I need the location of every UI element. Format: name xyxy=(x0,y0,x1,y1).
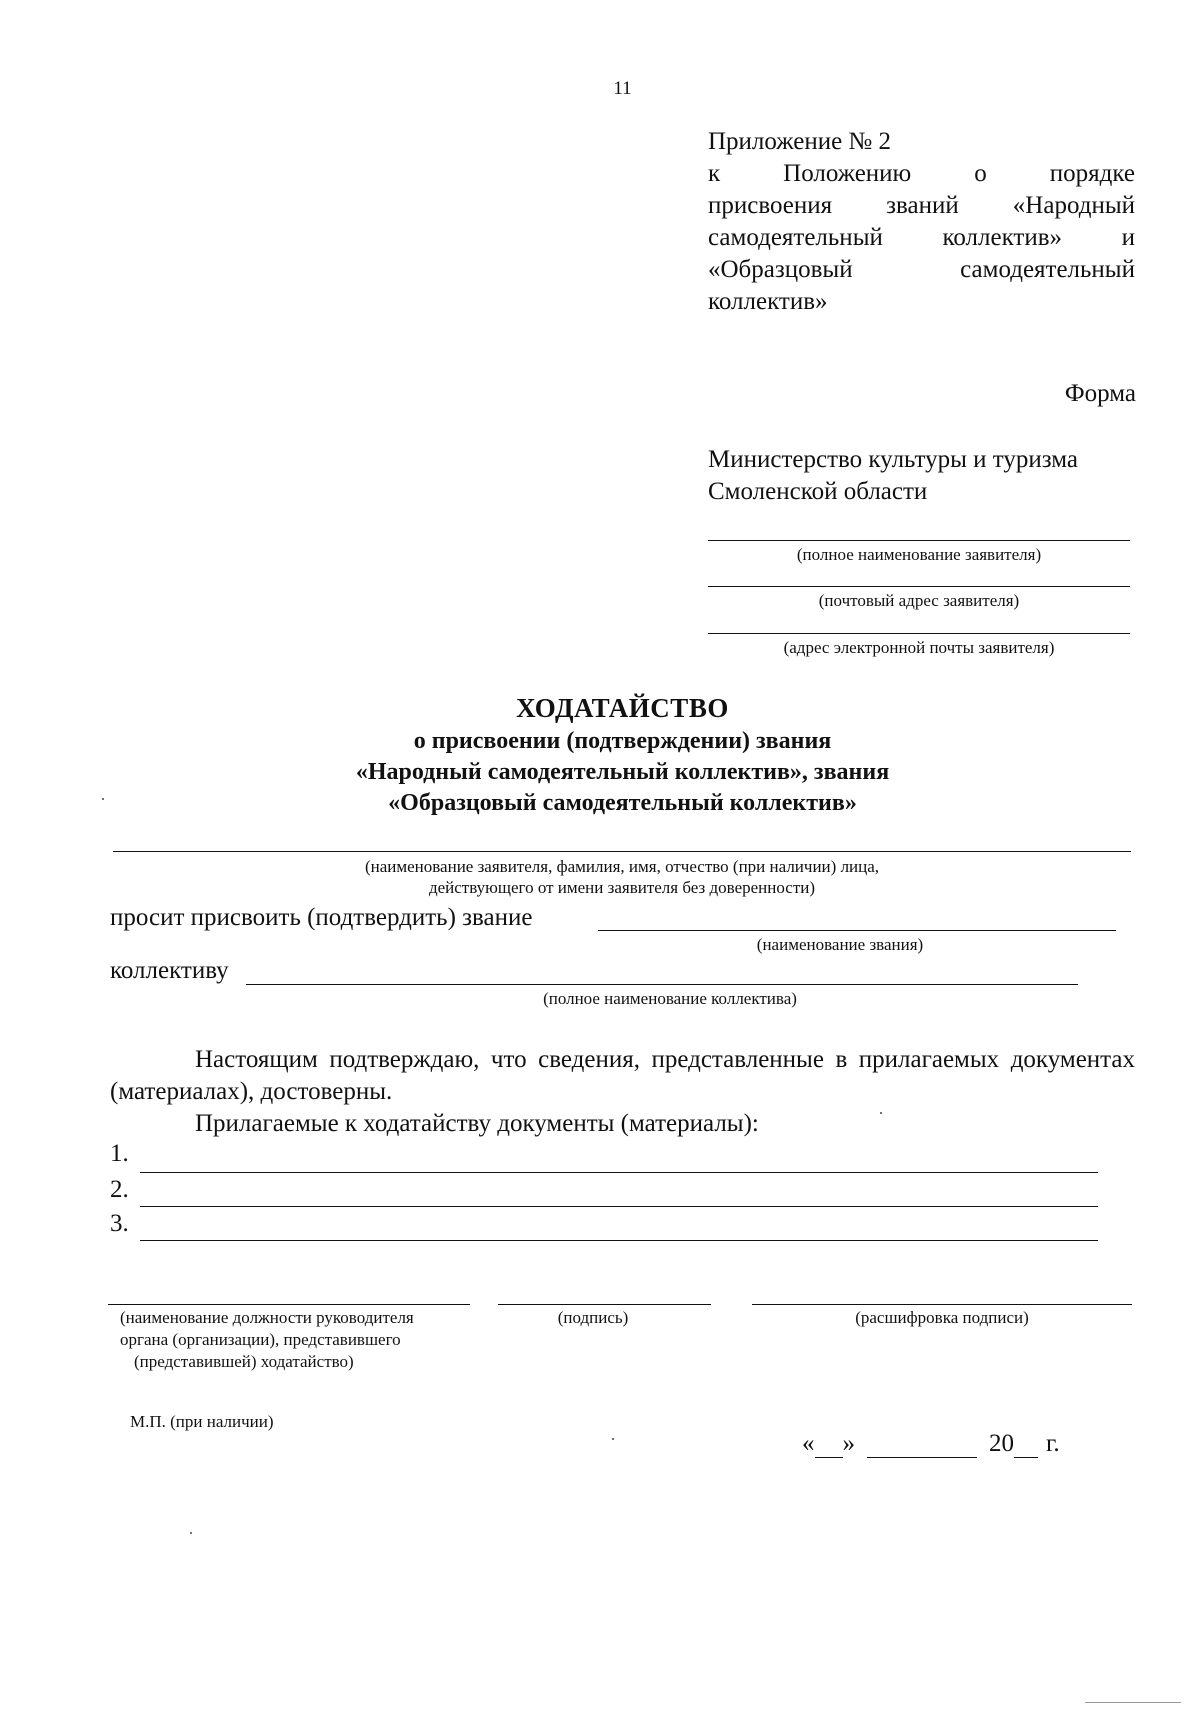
signature-decode-line[interactable] xyxy=(752,1304,1132,1305)
attachment-number: 3. xyxy=(110,1210,129,1237)
request-label: просит присвоить (подтвердить) звание xyxy=(110,904,533,931)
applicant-email-line[interactable] xyxy=(708,633,1130,634)
appendix-line-5: «Образцовый самодеятельный xyxy=(708,256,1135,283)
scan-speck xyxy=(880,1112,882,1114)
recipient-line-1: Министерство культуры и туризма xyxy=(708,446,1079,473)
applicant-name-caption-line-2: действующего от имени заявителя без доверенности) xyxy=(428,878,816,897)
attachment-number: 1. xyxy=(110,1140,129,1167)
document-subtitle-1: о присвоении (подтверждении) звания xyxy=(413,728,832,754)
applicant-full-name-caption: (полное наименование заявителя) xyxy=(796,545,1042,564)
collective-name-line[interactable] xyxy=(246,984,1078,985)
appendix-word: о xyxy=(974,160,987,187)
appendix-header xyxy=(708,126,1135,318)
attachment-line-3[interactable] xyxy=(140,1240,1098,1241)
appendix-line-3: присвоения званий «Народный xyxy=(708,192,1135,219)
position-caption-line-2: органа (организации), представившего xyxy=(120,1330,401,1349)
signature-decode-caption: (расшифровка подписи) xyxy=(855,1308,1029,1327)
scan-speck xyxy=(102,798,104,800)
appendix-line-6: коллектив» xyxy=(708,288,828,315)
date-close-quote: » xyxy=(842,1430,855,1457)
applicant-name-caption-line-1: (наименование заявителя, фамилия, имя, отчество (при наличии) лица, xyxy=(364,857,880,876)
document-subtitle-3: «Образцовый самодеятельный коллектив» xyxy=(388,790,857,816)
document-title: ХОДАТАЙСТВО xyxy=(516,693,729,723)
collective-label: коллективу xyxy=(110,957,229,984)
appendix-word: к xyxy=(708,160,721,187)
appendix-title: Приложение № 2 xyxy=(708,128,892,155)
date-day-line[interactable] xyxy=(815,1435,843,1458)
scan-edge-mark xyxy=(1085,1702,1181,1703)
scan-speck xyxy=(612,1438,614,1440)
applicant-name-caption xyxy=(113,856,1131,898)
position-caption-line-1: (наименование должности руководителя xyxy=(120,1308,414,1327)
appendix-word: порядке xyxy=(1049,160,1135,187)
collective-name-caption: (полное наименование коллектива) xyxy=(543,989,797,1008)
date-year-prefix: 20 xyxy=(989,1430,1014,1457)
document-subtitle-2: «Народный самодеятельный коллектив», звания xyxy=(355,759,890,785)
attachment-line-2[interactable] xyxy=(140,1206,1098,1207)
date-month-line[interactable] xyxy=(867,1435,977,1458)
recipient-block xyxy=(708,444,1138,508)
title-name-line[interactable] xyxy=(598,930,1116,931)
appendix-line-4: самодеятельный коллектив» и xyxy=(708,224,1135,251)
appendix-word: Положению xyxy=(783,160,912,187)
position-line[interactable] xyxy=(108,1304,470,1305)
title-name-caption: (наименование звания) xyxy=(756,935,924,954)
recipient-line-2: Смоленской области xyxy=(708,478,928,505)
position-caption xyxy=(120,1307,414,1373)
document-title-block xyxy=(0,690,1200,819)
date-field xyxy=(802,1430,1060,1458)
applicant-postal-caption: (почтовый адрес заявителя) xyxy=(818,591,1020,610)
confirmation-paragraph: Настоящим подтверждаю, что сведения, представленные в прилагаемых документах (материалах), достоверны. xyxy=(110,1046,1135,1105)
page-number: 11 xyxy=(613,78,632,99)
applicant-full-name-line[interactable] xyxy=(708,540,1130,541)
stamp-label: М.П. (при наличии) xyxy=(130,1412,274,1431)
position-caption-line-3: (представившей) ходатайство) xyxy=(134,1352,354,1371)
attachment-number: 2. xyxy=(110,1176,129,1203)
appendix-line-2 xyxy=(708,158,1135,190)
attachments-heading: Прилагаемые к ходатайству документы (материалы): xyxy=(195,1110,759,1137)
attachment-line-1[interactable] xyxy=(140,1172,1098,1173)
date-year-line[interactable] xyxy=(1014,1435,1038,1458)
form-label: Форма xyxy=(1064,380,1136,407)
signature-caption: (подпись) xyxy=(557,1308,629,1327)
applicant-postal-line[interactable] xyxy=(708,586,1130,587)
applicant-name-line[interactable] xyxy=(113,851,1131,852)
applicant-email-caption: (адрес электронной почты заявителя) xyxy=(783,638,1055,657)
signature-line[interactable] xyxy=(498,1304,711,1305)
date-open-quote: « xyxy=(802,1430,815,1457)
date-year-suffix: г. xyxy=(1046,1430,1060,1457)
scan-speck xyxy=(190,1532,192,1534)
